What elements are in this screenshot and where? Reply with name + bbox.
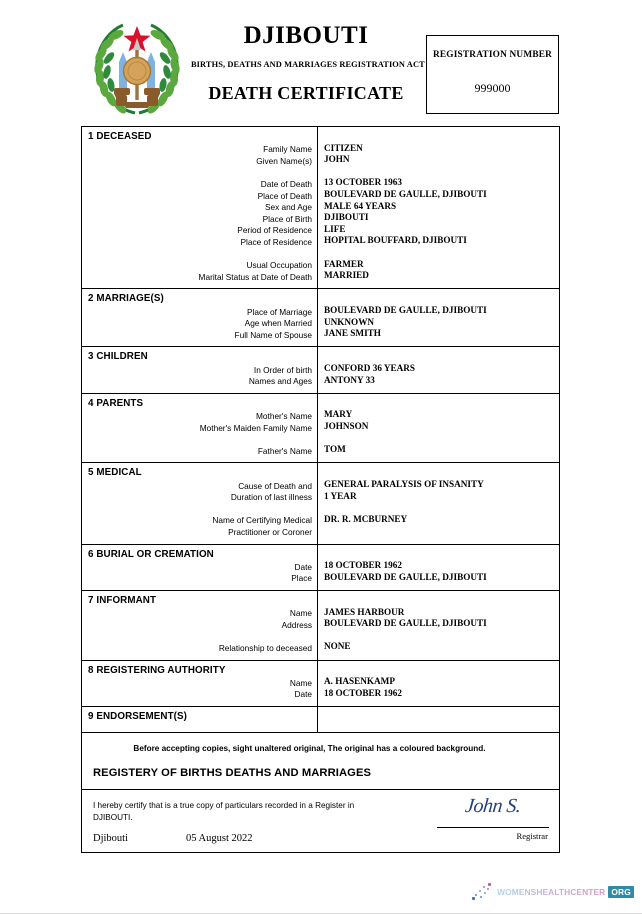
label-informant-name: Name [289,608,312,619]
label-place-of-birth: Place of Birth [262,213,312,224]
label-family-name: Family Name [263,144,312,155]
act-subtitle: BIRTHS, DEATHS AND MARRIAGES REGISTRATION ACT [191,59,425,69]
label-place-of-death: Place of Death [257,190,312,201]
section-marriages-values [318,289,559,346]
label-sex-and-age: Sex and Age [264,202,312,213]
label-mothers-maiden-name: Mother's Maiden Family Name [199,422,312,433]
registry-heading: REGISTERY OF BIRTHS DEATHS AND MARRIAGES [93,767,372,780]
label-period-of-residence: Period of Residence [237,225,312,236]
section-deceased [82,127,559,289]
djibouti-coat-of-arms-icon [85,18,189,119]
section-medical [82,463,559,544]
section-title: 4 PARENTS [88,397,144,409]
certification-statement: I hereby certify that is a true copy of particulars recorded in a Register in DJIBOUTI. [93,801,355,822]
label-cause-of-death: Cause of Death and [238,480,312,491]
value-period-of-residence: LIFE [324,223,346,234]
label-given-names: Given Name(s) [256,155,312,166]
section-medical-values [318,463,559,543]
document-type-title: DEATH CERTIFICATE [208,82,404,103]
registration-number-label: REGISTRATION NUMBER [432,50,553,60]
section-marriages [82,289,559,347]
section-burial-values [318,545,559,590]
section-deceased-labels [82,127,318,288]
value-informant-address: BOULEVARD DE GAULLE, DJIBOUTI [324,618,487,629]
value-burial-place: BOULEVARD DE GAULLE, DJIBOUTI [324,571,487,582]
section-registering-authority-values [318,661,559,706]
section-title: 1 DECEASED [88,131,152,142]
value-cause-of-death: GENERAL PARALYSIS OF INSANITY [324,479,484,489]
label-mothers-name: Mother's Name [256,411,312,422]
certification-place: Djibouti [93,833,129,845]
certificate-header [81,14,560,119]
label-marital-status: Marital Status at Date of Death [198,271,312,282]
section-children [82,347,559,393]
section-parents-values [318,394,559,463]
value-full-name-of-spouse: JANE SMITH [324,328,381,339]
certification-date: 05 August 2022 [186,833,253,845]
header-titles [191,14,425,104]
value-authority-date: 18 OCTOBER 1962 [324,687,402,698]
section-title: 8 REGISTERING AUTHORITY [88,664,226,676]
section-children-values [318,347,559,392]
value-place-of-death: BOULEVARD DE GAULLE, DJIBOUTI [324,188,487,199]
section-informant [82,591,559,661]
watermark-badge: ORG [608,886,634,898]
value-age-when-married: UNKNOWN [324,316,375,327]
section-title: 9 ENDORSEMENT(S) [88,711,188,723]
label-duration-of-illness: Duration of last illness [230,492,312,503]
label-date-of-death: Date of Death [260,179,312,190]
value-place-of-residence: HOPITAL BOUFFARD, DJIBOUTI [324,235,467,246]
country-title: DJIBOUTI [243,22,369,49]
certification-footer [93,833,386,844]
site-watermark [472,883,634,901]
value-usual-occupation: FARMER [324,258,364,269]
section-endorsements-values [318,707,559,732]
section-informant-labels [82,591,318,660]
value-date-of-death: 13 OCTOBER 1963 [324,177,402,188]
section-endorsements [82,707,559,733]
signature-rule [437,827,549,828]
section-registering-authority-labels [82,661,318,706]
label-authority-date: Date [294,689,312,700]
value-given-names: JOHN [324,154,350,165]
section-marriages-labels [82,289,318,346]
label-place-of-residence: Place of Residence [240,236,312,247]
label-certifying-medical: Name of Certifying Medical [212,515,312,526]
section-registering-authority [82,661,559,707]
section-parents [82,394,559,464]
watermark-dots-icon [472,883,494,901]
section-title: 7 INFORMANT [88,595,157,607]
section-title: 5 MEDICAL [88,467,142,479]
value-burial-date: 18 OCTOBER 1962 [324,560,402,571]
label-fathers-name: Father's Name [257,445,312,456]
value-child-2: ANTONY 33 [324,374,375,385]
value-family-name: CITIZEN [324,142,363,153]
label-practitioner-coroner: Practitioner or Coroner [228,527,312,538]
section-title: 2 MARRIAGE(S) [88,293,164,305]
registration-number-value: 999000 [474,81,511,95]
value-child-1: CONFORD 36 YEARS [324,362,416,373]
value-practitioner-coroner: DR. R. MCBURNEY [324,513,408,524]
value-informant-name: JAMES HARBOUR [324,606,405,617]
value-authority-name: A. HASENKAMP [324,676,395,687]
value-place-of-marriage: BOULEVARD DE GAULLE, DJIBOUTI [324,304,487,315]
label-full-name-of-spouse: Full Name of Spouse [234,329,312,340]
value-mothers-maiden-name: JOHNSON [324,420,369,431]
section-endorsements-labels [82,707,318,732]
value-duration-of-illness: 1 YEAR [324,490,357,501]
value-place-of-birth: DJIBOUTI [324,212,369,223]
value-sex-and-age: MALE 64 YEARS [324,200,397,211]
section-deceased-values [318,127,559,288]
registration-number-box [426,35,559,114]
section-informant-values [318,591,559,660]
label-names-and-ages: Names and Ages [248,376,312,387]
label-burial-date: Date [294,561,312,572]
section-burial [82,545,559,591]
label-age-when-married: Age when Married [244,318,312,329]
label-burial-place: Place [291,573,312,584]
value-marital-status: MARRIED [324,270,369,281]
section-medical-labels [82,463,318,543]
value-relationship: NONE [324,641,351,652]
certificate-table [81,126,560,853]
section-title: 6 BURIAL OR CREMATION [88,548,214,560]
section-parents-labels [82,394,318,463]
certification-block [82,790,559,853]
label-usual-occupation: Usual Occupation [246,260,312,271]
value-fathers-name: TOM [324,444,346,455]
label-authority-name: Name [289,677,312,688]
copy-warning-text: Before accepting copies, sight unaltered original, The original has a coloured background. [133,744,486,754]
registrar-role-label: Registrar [516,831,548,842]
label-in-order-of-birth: In Order of birth [253,364,312,375]
label-relationship: Relationship to deceased [218,643,312,654]
section-title: 3 CHILDREN [88,351,148,363]
label-informant-address: Address [281,619,312,630]
value-mothers-name: MARY [324,409,353,420]
section-children-labels [82,347,318,392]
watermark-text: WOMENSHEALTHCENTER [497,887,606,897]
label-place-of-marriage: Place of Marriage [246,306,312,317]
registrar-signature: John S. [464,795,522,818]
section-burial-labels [82,545,318,590]
registrar-signature-area [437,796,549,841]
notice-block [82,733,559,790]
